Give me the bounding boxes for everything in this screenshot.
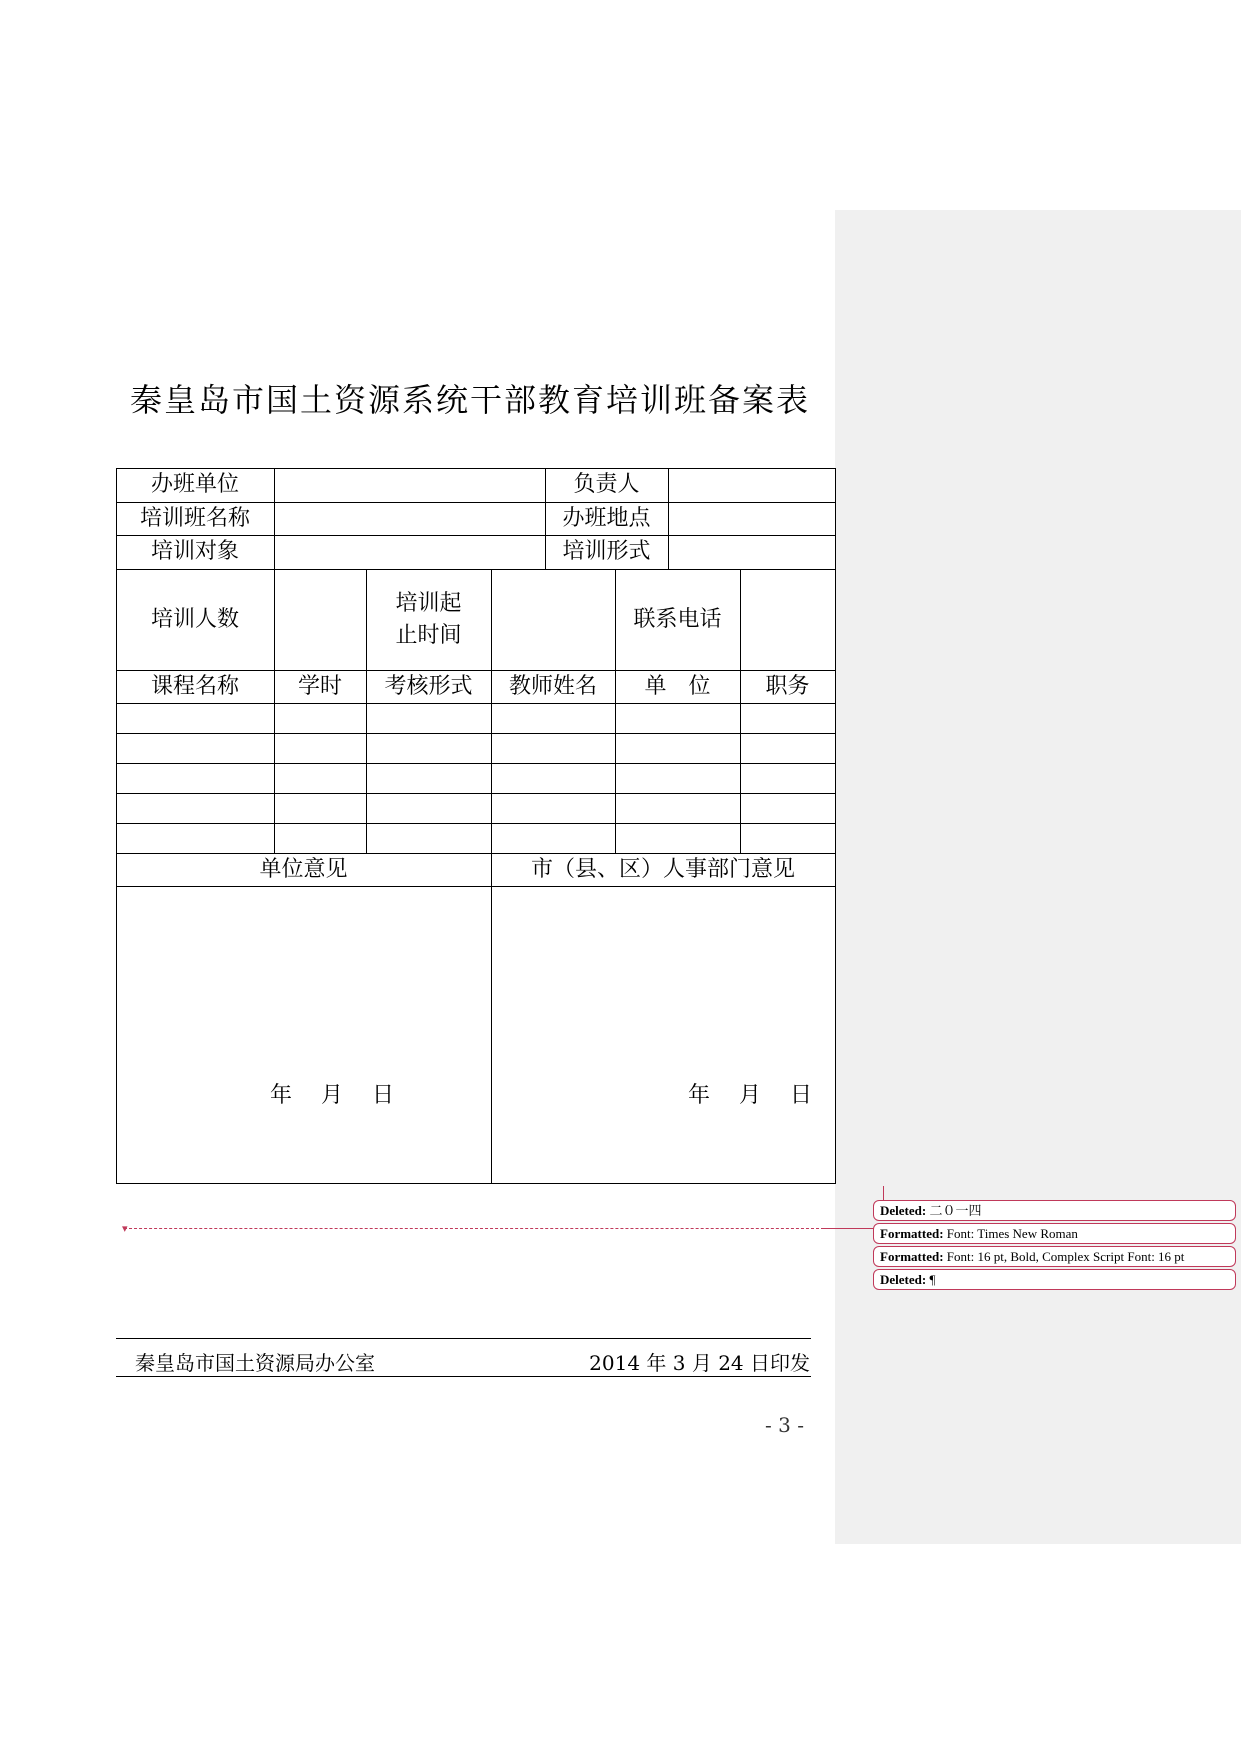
table-border-right (835, 468, 836, 1184)
balloon-detail: Font: 16 pt, Bold, Complex Script Font: 16 pt (946, 1249, 1185, 1264)
header-unit: 单 位 (644, 673, 711, 699)
label-training-period-line2: 止时间 (395, 622, 462, 648)
balloon-detail: 二０一四 (929, 1203, 982, 1218)
label-training-period-line1: 培训起 (395, 590, 462, 616)
issue-date: 2014 年 3 月 24 日印发 (589, 1351, 810, 1375)
unit-opinion-date (270, 1078, 394, 1109)
markup-balloon-deleted[interactable] (873, 1269, 1236, 1290)
header-position: 职务 (765, 673, 810, 699)
balloon-type: Formatted: (880, 1249, 944, 1264)
markup-pane (835, 210, 1241, 1544)
header-assessment: 考核形式 (384, 673, 473, 699)
date-day: 日 (372, 1083, 395, 1108)
footer-rule-bottom (116, 1376, 811, 1377)
label-trainee-count: 培训人数 (150, 606, 239, 632)
col-line (668, 468, 669, 569)
col-line (740, 569, 741, 854)
issuing-office: 秦皇岛市国土资源局办公室 (135, 1351, 375, 1375)
label-trainees: 培训对象 (150, 539, 239, 564)
markup-balloon-formatted[interactable] (873, 1246, 1236, 1267)
label-organizer: 办班单位 (150, 472, 239, 497)
label-venue: 办班地点 (562, 505, 651, 531)
date-year: 年 (688, 1083, 711, 1108)
row-line (116, 793, 836, 794)
balloon-connector (824, 1228, 874, 1229)
label-training-period (366, 569, 491, 670)
header-hr-opinion: 市（县、区）人事部门意见 (530, 856, 795, 882)
balloon-connector (883, 1186, 884, 1200)
header-hours: 学时 (297, 673, 342, 699)
markup-balloon-formatted[interactable] (873, 1223, 1236, 1244)
label-person-in-charge: 负责人 (573, 472, 640, 497)
date-month: 月 (739, 1083, 762, 1108)
header-teacher-name: 教师姓名 (508, 673, 597, 699)
date-day: 日 (790, 1083, 813, 1108)
balloon-detail: ¶ (929, 1272, 936, 1287)
footer-rule-top (116, 1338, 811, 1339)
deletion-marker-icon: ▾ (122, 1222, 128, 1235)
balloon-type: Deleted: (880, 1272, 927, 1287)
label-contact-phone: 联系电话 (633, 606, 722, 632)
hr-opinion-date (688, 1078, 812, 1109)
label-training-form: 培训形式 (562, 539, 651, 564)
page-number: - 3 - (765, 1413, 804, 1437)
balloon-type: Formatted: (880, 1226, 944, 1241)
label-class-name: 培训班名称 (139, 505, 250, 531)
row-line (116, 763, 836, 764)
table-border-bottom (116, 1183, 836, 1184)
row-line (116, 733, 836, 734)
document-title: 秦皇岛市国土资源系统干部教育培训班备案表 (129, 381, 810, 419)
col-line (274, 468, 275, 569)
date-month: 月 (321, 1083, 344, 1108)
date-year: 年 (270, 1083, 293, 1108)
balloon-detail: Font: Times New Roman (946, 1226, 1078, 1241)
row-line (116, 823, 836, 824)
row-line (116, 886, 836, 887)
col-line (274, 569, 275, 854)
balloon-type: Deleted: (880, 1203, 927, 1218)
row-line (116, 703, 836, 704)
deletion-leader-line (124, 1228, 824, 1229)
header-course-name: 课程名称 (150, 673, 239, 699)
header-unit-opinion: 单位意见 (259, 856, 348, 882)
markup-balloon-deleted[interactable] (873, 1200, 1236, 1221)
